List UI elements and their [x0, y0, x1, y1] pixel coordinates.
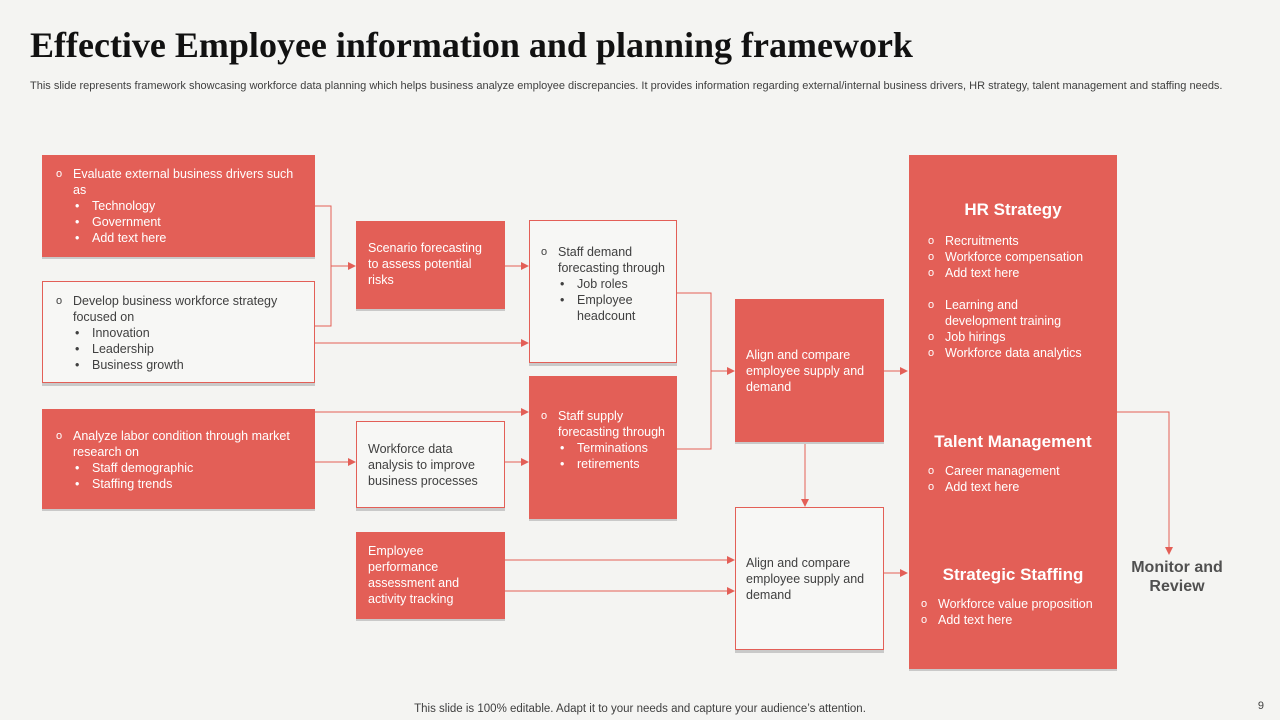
hr-strategy-item: o Job hirings: [926, 329, 1106, 345]
align-compare-bottom-text: Align and compare employee supply and demand: [746, 556, 865, 602]
workforce-analysis-text: Workforce data analysis to improve business processes: [368, 442, 478, 488]
connector-workforce-scenario: [315, 266, 355, 326]
workforce-strategy-text: Develop business workforce strategy focused on: [73, 294, 278, 324]
connector-strategy-monitor: [1117, 412, 1169, 554]
workforce-strategy-item: • Business growth: [73, 357, 303, 373]
hr-strategy-item: o Add text here: [926, 265, 1106, 281]
align-compare-top-text: Align and compare employee supply and demand: [746, 348, 865, 394]
page-title: Effective Employee information and planning framework: [30, 25, 913, 65]
labor-condition-box: [42, 409, 315, 509]
hr-strategy-item: o Recruitments: [926, 233, 1106, 249]
staff-supply-item: • retirements: [558, 456, 667, 472]
staff-demand-text: Staff demand forecasting through: [558, 245, 666, 275]
strategic-staffing-heading: Strategic Staffing: [942, 565, 1084, 584]
monitor-review-label: Monitor and Review: [1131, 559, 1223, 595]
staff-demand-box: [529, 220, 677, 363]
workforce-strategy-box: [42, 281, 315, 383]
talent-management-heading: Talent Management: [934, 432, 1092, 451]
labor-condition-item: • Staffing trends: [73, 476, 303, 492]
external-drivers-box: [42, 155, 315, 257]
scenario-forecasting-text: Scenario forecasting to assess potential risks: [368, 241, 482, 287]
staff-demand-item: • Employee headcount: [558, 292, 667, 324]
talent-management-list: [926, 463, 1106, 495]
strategic-staffing-item: o Workforce value proposition: [919, 596, 1114, 612]
connector-external-scenario: [315, 206, 331, 266]
align-compare-bottom-box: [735, 507, 884, 650]
external-driver-item: • Technology: [73, 198, 303, 214]
scenario-forecasting-box: [356, 221, 505, 309]
external-drivers-text: Evaluate external business drivers such as: [73, 167, 294, 197]
staff-supply-box: [529, 376, 677, 519]
workforce-analysis-box: [356, 421, 505, 508]
page-subtitle: This slide represents framework showcasing workforce data planning which helps business analyze employee discrepancies. It provides information regarding external/internal business drivers, HR strategy, talent management and staffing needs.: [30, 80, 1223, 92]
hr-strategy-list: [926, 233, 1106, 361]
performance-assessment-box: [356, 532, 505, 619]
staff-demand-item: • Job roles: [558, 276, 667, 292]
labor-condition-item: • Staff demographic: [73, 460, 303, 476]
strategy-panel: [909, 155, 1117, 669]
labor-condition-text: Analyze labor condition through market research on: [73, 429, 290, 459]
workforce-strategy-item: • Innovation: [73, 325, 303, 341]
hr-strategy-item: o Learning and development training: [926, 297, 1085, 329]
workforce-strategy-item: • Leadership: [73, 341, 303, 357]
strategic-staffing-item: o Add text here: [919, 612, 1114, 628]
hr-strategy-heading: HR Strategy: [964, 200, 1062, 219]
page-number: 9: [1257, 700, 1264, 712]
talent-management-item: o Add text here: [926, 479, 1106, 495]
external-driver-item: • Add text here: [73, 230, 303, 246]
external-driver-item: • Government: [73, 214, 303, 230]
align-compare-top-box: [735, 299, 884, 442]
staff-supply-item: • Terminations: [558, 440, 667, 456]
hr-strategy-item: o Workforce compensation: [926, 249, 1106, 265]
talent-management-item: o Career management: [926, 463, 1106, 479]
strategic-staffing-list: [919, 596, 1114, 628]
hr-strategy-item: o Workforce data analytics: [926, 345, 1106, 361]
connector-supply-align: [677, 371, 734, 449]
connector-demand-align: [677, 293, 711, 371]
footer-note: This slide is 100% editable. Adapt it to your needs and capture your audience’s attention.: [414, 703, 866, 715]
performance-assessment-text: Employee performance assessment and activity tracking: [368, 544, 460, 606]
staff-supply-text: Staff supply forecasting through: [558, 409, 666, 439]
